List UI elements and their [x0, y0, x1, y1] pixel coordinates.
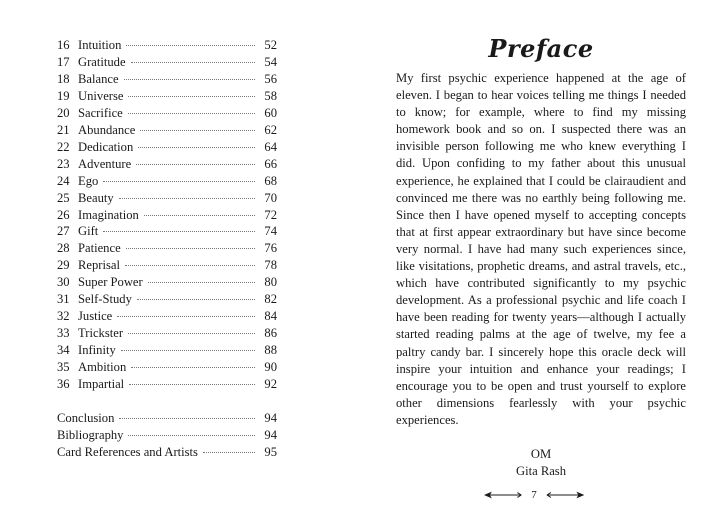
toc-entry-title: Ego — [78, 173, 99, 188]
toc-row — [57, 257, 277, 274]
toc-entry-page: 94 — [264, 411, 277, 426]
toc-entry-number: 28 — [57, 241, 70, 256]
toc-entry-number: 26 — [57, 207, 70, 222]
toc-entry-page: 76 — [264, 241, 277, 256]
toc-row — [57, 207, 277, 224]
toc-entry-title: Intuition — [78, 38, 122, 52]
toc-entry-page: 92 — [264, 377, 277, 392]
signoff-author: Gita Rash — [515, 463, 567, 478]
toc-row — [57, 410, 277, 427]
toc-row — [57, 308, 277, 325]
toc-row — [57, 88, 277, 105]
toc-entry-title: Universe — [78, 88, 124, 103]
toc-dot-leader — [103, 180, 255, 182]
toc-entry-title: Sacrifice — [78, 105, 123, 120]
toc-dot-leader — [131, 366, 255, 368]
toc-entry-number: 35 — [57, 360, 70, 375]
toc-entry-number: 33 — [57, 326, 70, 341]
toc-entry-title: Gratitude — [78, 54, 126, 69]
table-of-contents — [57, 37, 277, 461]
toc-dot-leader — [117, 315, 255, 317]
right-arrow-ornament-icon — [545, 490, 584, 500]
toc-row — [57, 139, 277, 156]
toc-entry-number: 23 — [57, 156, 70, 171]
toc-entry-title: Impartial — [78, 377, 125, 392]
toc-entry-number: 22 — [57, 139, 70, 154]
preface-title: Preface — [488, 34, 594, 63]
toc-entry-page: 54 — [264, 54, 277, 69]
toc-dot-leader — [144, 214, 255, 216]
toc-row — [57, 156, 277, 173]
toc-dot-leader — [203, 451, 255, 453]
toc-dot-leader — [128, 112, 255, 114]
toc-dot-leader — [103, 230, 255, 232]
toc-entry-page: 62 — [264, 122, 277, 137]
preface-page — [396, 34, 686, 480]
toc-entry-number: 34 — [57, 343, 70, 358]
toc-entry-page: 60 — [264, 105, 277, 120]
toc-row — [57, 274, 277, 291]
signoff-om: OM — [530, 446, 552, 461]
toc-entry-page: 90 — [264, 360, 277, 375]
toc-entry-title: Imagination — [78, 207, 139, 222]
page-folio — [484, 487, 584, 503]
toc-entry-page: 74 — [264, 224, 277, 239]
toc-entry-title: Super Power — [78, 275, 143, 290]
toc-spacer — [57, 393, 277, 410]
toc-entry-number: 27 — [57, 224, 70, 239]
toc-entry-page: 88 — [264, 343, 277, 358]
toc-dot-leader — [119, 197, 255, 199]
toc-row — [57, 240, 277, 257]
toc-dot-leader — [136, 163, 255, 165]
toc-entry-number: 19 — [57, 88, 70, 103]
toc-dot-leader — [121, 349, 255, 351]
toc-dot-leader — [126, 247, 255, 249]
toc-row — [57, 54, 277, 71]
toc-row — [57, 376, 277, 393]
toc-entry-title: Justice — [78, 309, 113, 324]
toc-entry-number: 21 — [57, 122, 70, 137]
toc-entry-page: 84 — [264, 309, 277, 324]
toc-entry-title: Beauty — [78, 190, 114, 205]
toc-entry-number: 24 — [57, 173, 70, 188]
toc-entry-number: 29 — [57, 258, 70, 273]
toc-entry-page: 56 — [264, 71, 277, 86]
toc-dot-leader — [124, 78, 255, 80]
toc-row — [57, 122, 277, 139]
toc-row — [57, 444, 277, 461]
toc-entry-page: 64 — [264, 139, 277, 154]
toc-entry-page: 70 — [264, 190, 277, 205]
toc-row — [57, 325, 277, 342]
toc-entry-title: Card References and Artists — [57, 444, 198, 459]
toc-dot-leader — [128, 332, 255, 334]
toc-entry-title: Dedication — [78, 139, 134, 154]
toc-entry-number: 36 — [57, 377, 70, 392]
toc-entry-title: Gift — [78, 224, 99, 239]
toc-dot-leader — [148, 281, 255, 283]
toc-dot-leader — [138, 146, 255, 148]
toc-dot-leader — [129, 383, 255, 385]
toc-dot-leader — [140, 129, 255, 131]
preface-body: My first psychic experience happened at the age of eleven. I began to hear voices telling me things I needed to know; for example, where to find my missing homework book and so on. I suspected there was an invisible person following me who knew everything I did. Upon confiding to my father about this unusual experience, he explained that I could be clairaudient and convinced me there was no earthly being following me. Since then I have opened myself to accepting concepts that at first appear extraordinary but have since become very normal. I have had many such experiences since, like visitations, prophetic dreams, and astral travels, etc., which have contributed significantly to my psychic development. As a professional psychic and life coach I have been reading for twenty years—although I actually started reading palms at the age of twelve, my fee a paltry candy bar. I sincerely hope this oracle deck will inspire your intuition and enhance your readings; I encourage you to be open and trust yourself to explore other dimensions fearlessly with your psychic experiences. — [396, 71, 686, 427]
page-number: 7 — [531, 489, 537, 501]
toc-entry-page: 72 — [264, 207, 277, 222]
toc-dot-leader — [119, 417, 255, 419]
toc-row — [57, 291, 277, 308]
toc-entry-number: 32 — [57, 309, 70, 324]
toc-entry-title: Bibliography — [57, 427, 124, 442]
toc-entry-page: 66 — [264, 156, 277, 171]
toc-row — [57, 427, 277, 444]
toc-entry-number: 18 — [57, 71, 70, 86]
toc-entry-number: 25 — [57, 190, 70, 205]
toc-dot-leader — [131, 61, 255, 63]
toc-entry-title: Infinity — [78, 343, 116, 358]
toc-row — [57, 223, 277, 240]
toc-entries — [57, 37, 277, 393]
toc-entry-page: 78 — [264, 258, 277, 273]
toc-entry-title: Conclusion — [57, 411, 115, 426]
toc-row — [57, 342, 277, 359]
toc-entry-page: 95 — [264, 444, 277, 459]
toc-entry-title: Self-Study — [78, 292, 132, 307]
toc-entry-title: Abundance — [78, 122, 136, 137]
toc-dot-leader — [128, 434, 255, 436]
toc-dot-leader — [128, 95, 255, 97]
toc-entry-page: 86 — [264, 326, 277, 341]
toc-entry-title: Reprisal — [78, 258, 120, 273]
toc-dot-leader — [126, 44, 255, 46]
toc-entry-title: Ambition — [78, 360, 127, 375]
toc-entry-number: 17 — [57, 54, 70, 69]
toc-entry-title: Trickster — [78, 326, 124, 341]
toc-entry-number: 16 — [57, 38, 70, 52]
toc-row — [57, 173, 277, 190]
toc-entry-number: 30 — [57, 275, 70, 290]
toc-row — [57, 37, 277, 54]
toc-entry-title: Balance — [78, 71, 119, 86]
toc-entry-number: 20 — [57, 105, 70, 120]
signoff — [396, 446, 686, 480]
toc-dot-leader — [137, 298, 255, 300]
toc-entry-page: 58 — [264, 88, 277, 103]
left-arrow-ornament-icon — [484, 490, 523, 500]
toc-row — [57, 71, 277, 88]
toc-row — [57, 359, 277, 376]
toc-entry-title: Adventure — [78, 156, 132, 171]
toc-entry-title: Patience — [78, 241, 121, 256]
toc-row — [57, 190, 277, 207]
toc-entry-page: 68 — [264, 173, 277, 188]
toc-entry-page: 52 — [264, 38, 277, 52]
toc-entry-page: 80 — [264, 275, 277, 290]
toc-entry-number: 31 — [57, 292, 70, 307]
toc-back-matter — [57, 410, 277, 461]
toc-dot-leader — [125, 264, 255, 266]
toc-row — [57, 105, 277, 122]
toc-entry-page: 94 — [264, 427, 277, 442]
toc-entry-page: 82 — [264, 292, 277, 307]
